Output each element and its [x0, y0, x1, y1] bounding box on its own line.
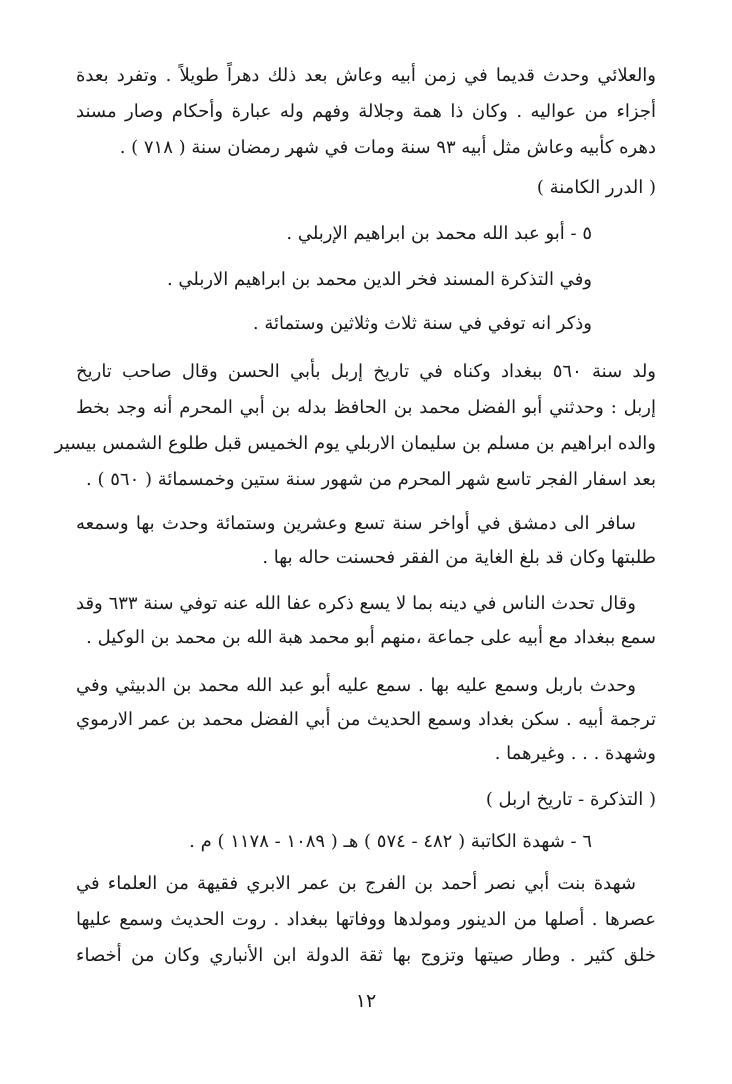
paragraph-5-line-2: ترجمة أبيه . سكن بغداد وسمع الحديث من أبي الفضل محمد بن عمر الارموي [76, 709, 656, 730]
paragraph-6-line-2: عصرها . أصلها من الدينور ومولدها ووفاتها ببغداد . روت الحديث وسمع عليها [76, 909, 656, 930]
paragraph-5-line-1: وحدث باربل وسمع عليه بها . سمع عليه أبو عبد الله محمد بن الدبيثي وفي [76, 675, 636, 696]
paragraph-5-line-3: وشهدة . . . وغيرهما . [494, 743, 656, 764]
paragraph-4-line-1: وقال تحدث الناس في دينه بما لا يسع ذكره عفا الله عنه توفي سنة ٦٣٣ وقد [76, 593, 636, 614]
page-number: ١٢ [355, 990, 377, 1012]
paragraph-1-line-1: والعلائي وحدث قديما في زمن أبيه وعاش بعد ذلك دهراً طويلاً . وتفرد بعدة [76, 65, 656, 86]
entry-5-line-1: وفي التذكرة المسند فخر الدين محمد بن ابراهيم الاربلي . [166, 269, 592, 290]
paragraph-2-line-3: والده ابراهيم بن مسلم بن سليمان الاربلي يوم الخميس قبل طلوع الشمس بيسير [54, 433, 656, 454]
paragraph-6-line-3: خلق كثير . وطار صيتها وتزوج بها ثقة الدولة ابن الأنباري وكان من أخصاء [76, 945, 656, 966]
paragraph-3-line-1: سافر الى دمشق في أواخر سنة تسع وعشرين وستمائة وحدث بها وسمعه [76, 513, 636, 534]
paragraph-2-line-4: بعد اسفار الفجر تاسع شهر المحرم من شهور سنة ستين وخمسمائة ( ٥٦٠ ) . [86, 469, 656, 490]
paragraph-1-line-2: أجزاء من عواليه . وكان ذا همة وجلالة وفهم وله عبارة وأحكام وصار مسند [76, 101, 656, 122]
paragraph-2-line-2: إربل : وحدثني أبو الفضل محمد بن الحافظ بدله بن أبي المحرم أنه وجد بخط [76, 397, 656, 418]
paragraph-1-line-3: دهره كأبيه وعاش مثل أبيه ٩٣ سنة ومات في شهر رمضان سنة ( ٧١٨ ) . [119, 137, 656, 158]
paragraph-6-line-1: شهدة بنت أبي نصر أحمد بن الفرج بن عمر الابري فقيهة من العلماء في [76, 873, 636, 894]
source-citation-2: ( التذكرة - تاريخ اربل ) [485, 789, 656, 810]
paragraph-2-line-1: ولد سنة ٥٦٠ ببغداد وكناه في تاريخ إربل بأبي الحسن وقال صاحب تاريخ [76, 361, 656, 382]
entry-6-title: ٦ - شهدة الكاتبة ( ٤٨٢ - ٥٧٤ ) هـ ( ١٠٨٩ - ١١٧٨ ) م . [189, 831, 592, 852]
paragraph-4-line-2: سمع ببغداد مع أبيه على جماعة ،منهم أبو محمد هبة الله بن محمد بن الوكيل . [86, 627, 656, 648]
entry-5-line-2: وذكر انه توفي في سنة ثلاث وثلاثين وستمائة . [252, 313, 592, 334]
paragraph-3-line-2: طلبتها وكان قد بلغ الغاية من الفقر فحسنت حاله بها . [262, 547, 656, 568]
source-citation-1: ( الدرر الكامنة ) [536, 177, 656, 198]
entry-5-title: ٥ - أبو عبد الله محمد بن ابراهيم الإربلي . [286, 223, 592, 244]
